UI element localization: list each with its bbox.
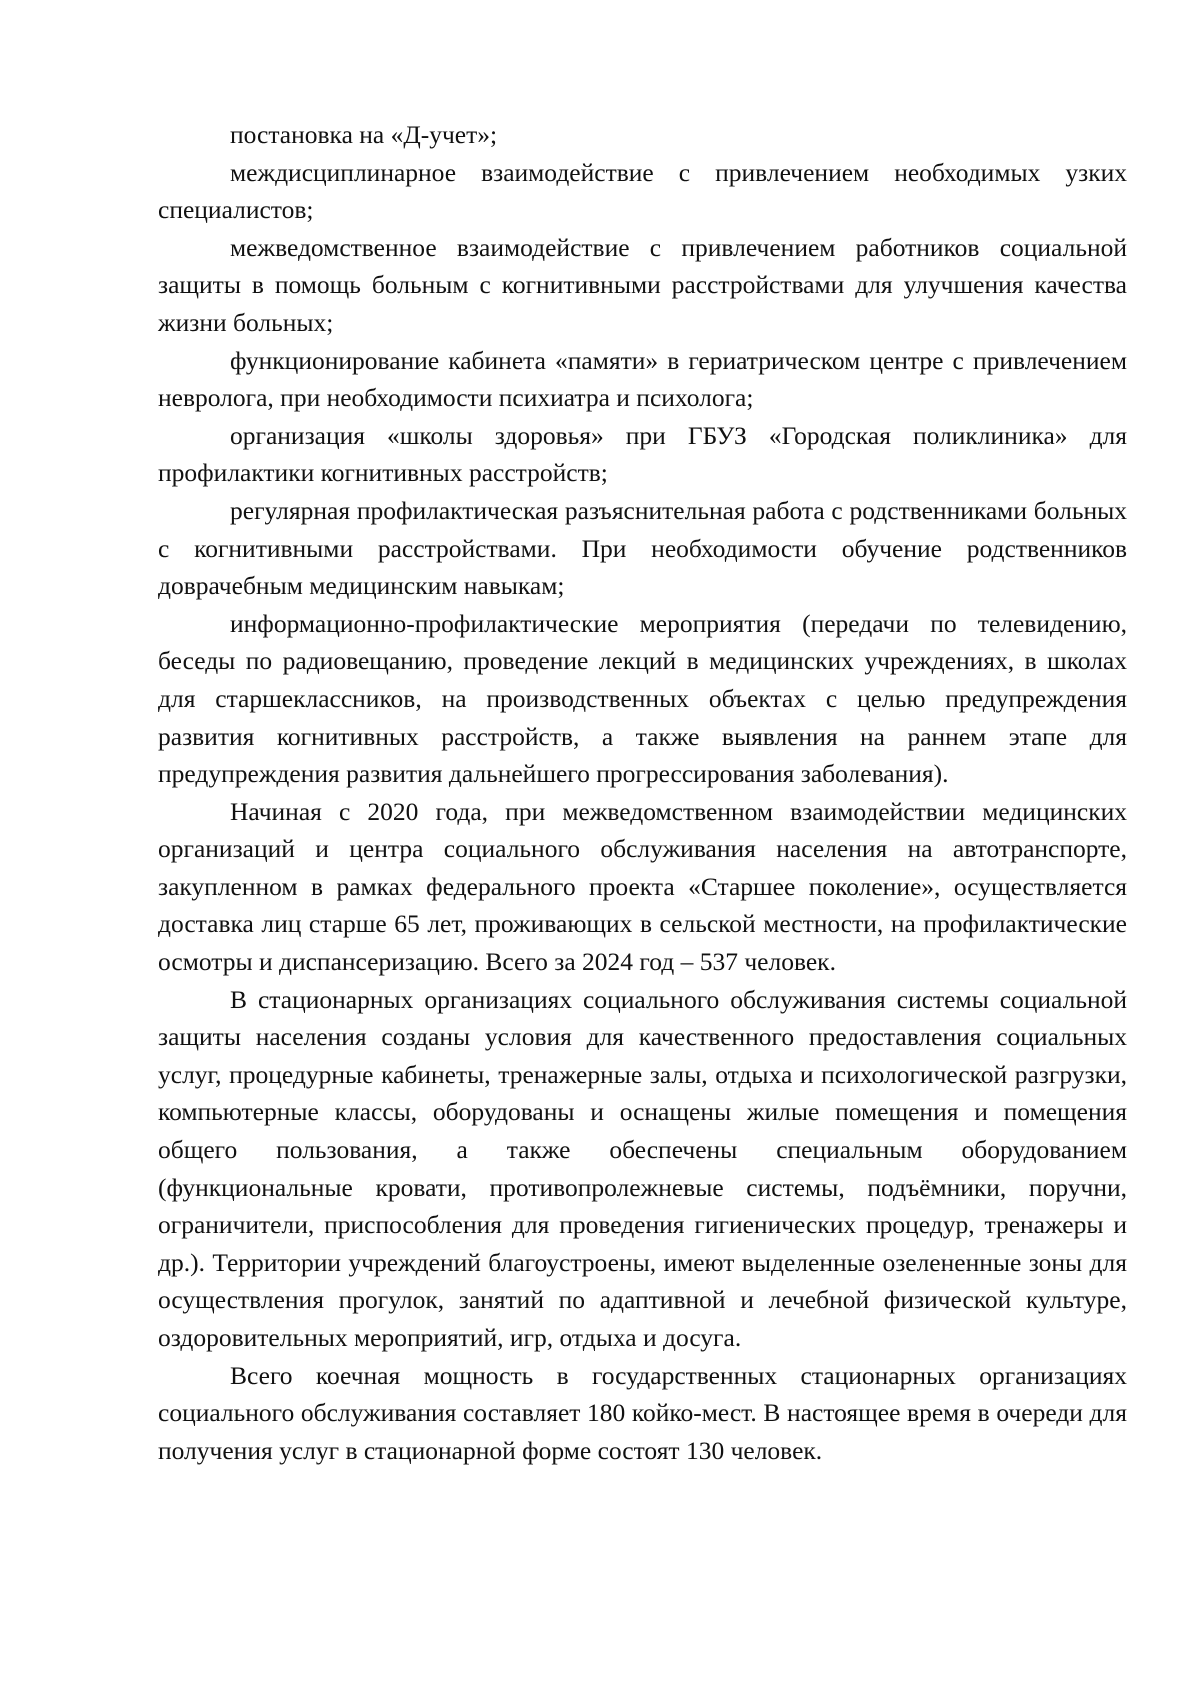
paragraph-interdisciplinary: междисциплинарное взаимодействие с привлечением необходимых узких специалистов; [158,157,1127,225]
paragraph-d-registration: постановка на «Д-учет»; [230,120,498,149]
paragraph-transport-delivery: Начиная с 2020 года, при межведомственном взаимодействии медицинских организаций и центра социального обслуживания населения на автотранспорте, закупленном в рамках федерального проекта «Старшее поколение», осуществляется доставка лиц старше 65 лет, проживающих в сельской местности, на профилактические осмотры и диспансеризацию. Всего за 2024 год – 537 человек. [158,796,1127,977]
paragraph-stationary-organizations: В стационарных организациях социального обслуживания системы социальной защиты населения созданы условия для качественного предоставления социальных услуг, процедурные кабинеты, тренажерные залы, отдыха и психологической разгрузки, компьютерные классы, оборудованы и оснащены жилые помещения и помещения общего пользования, а также обеспечены специальным оборудованием (функциональные кровати, противопролежневые системы, подъёмники, поручни, ограничители, приспособления для проведения гигиенических процедур, тренажеры и др.). Территории учреждений благоустроены, имеют выделенные озелененные зоны для осуществления прогулок, занятий по адаптивной и лечебной физической культуре, оздоровительных мероприятий, игр, отдыха и досуга. [158,984,1127,1352]
paragraph-health-school: организация «школы здоровья» при ГБУЗ «Городская поликлиника» для профилактики когнитивных расстройств; [158,420,1127,488]
paragraph-memory-office: функционирование кабинета «памяти» в гериатрическом центре с привлечением невролога, при необходимости психиатра и психолога; [158,345,1127,413]
paragraph-relatives-work: регулярная профилактическая разъяснительная работа с родственниками больных с когнитивными расстройствами. При необходимости обучение родственников доврачебным медицинским навыкам; [158,495,1127,601]
paragraph-info-events: информационно-профилактические мероприятия (передачи по телевидению, беседы по радиовещанию, проведение лекций в медицинских учреждениях, в школах для старшеклассников, на производственных объектах с целью предупреждения развития когнитивных расстройств, а также выявления на раннем этапе для предупреждения развития дальнейшего прогрессирования заболевания). [158,608,1127,789]
paragraph-interagency: межведомственное взаимодействие с привлечением работников социальной защиты в помощь больным с когнитивными расстройствами для улучшения качества жизни больных; [158,232,1127,337]
paragraph-bed-capacity: Всего коечная мощность в государственных стационарных организациях социального обслуживания составляет 180 койко-мест. В настоящее время в очереди для получения услуг в стационарной форме состоят 130 человек. [158,1360,1127,1465]
document-page [158,116,1127,1469]
